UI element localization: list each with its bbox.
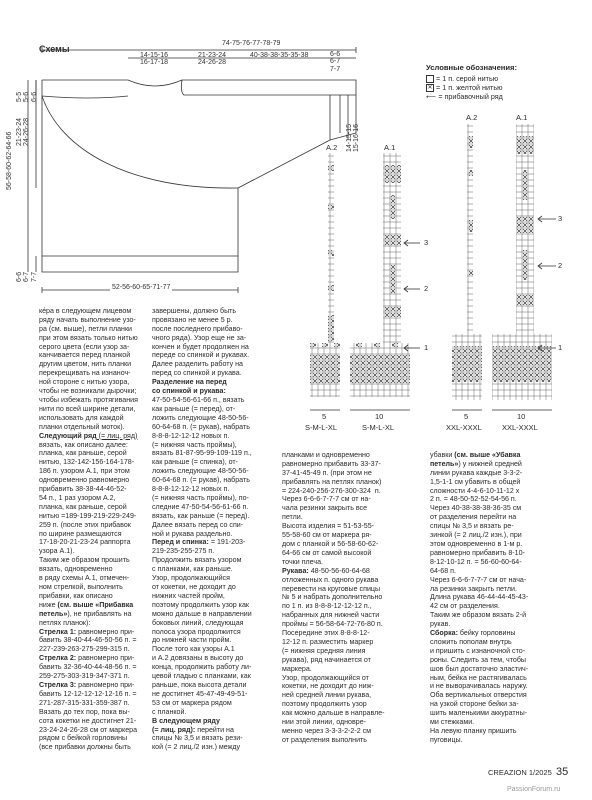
left-small-label: 5-5 5-6 6-6 [16,91,38,102]
legend-item-arrow: ⟵ = прибавочный ряд [426,92,503,101]
legend-title: Условные обозначения: [426,63,518,72]
left-five-label: 5 [322,412,327,421]
text-column-3: планками и одновременно равномерно прибавить 33-37- 37-41-45-49 п. (при этом не прибавлять на петлях планок) = 224-240-256-276-300-324 п. Через 6-6-6-7-7-7 см от на- чала резинки закрыть все петли. Высота изделия = 51-53-55- 55-58-60 см от маркера ря- дом с планкой и 56-58-60-62- 64-66 см от самой высокой точки плеча. Рукава: 48-50-56-60-64-68 отложенных п. одного рукава перевести на круговые спицы № 5 и набрать дополнительно по 1 п. из 8-8-8-12-12-12 п., набранных для нижней части проймы = 56-58-64-72-76-80 п. Посередине этих 8-8-8-12- 12-12 п. разместить маркер (= нижняя средняя линия рукава), ряд начинается от маркера. Узор, продолжающийся от кокетки, не доходит до ниж- ней средней линии рукава, поэтому продолжить узор как можно дальше в направле- нии этой линии, одновре- менно через 3-3-3-2-2-2 см от разделения выполнить [282,450,385,744]
arrow-left-icon: ⟵ [426,92,437,101]
legend-item-grey: = 1 п. серой нитью [426,74,498,83]
right-sizes-1: XXL-XXXL [446,423,482,432]
shoulder-right-label: 6-6 6-7 7-7 [330,51,341,73]
neck-right-label: 40-38-38-35-35-38 [250,52,309,59]
chart-left-a2-label: A.2 [326,143,338,152]
arrow-3-right-label: 3 [558,214,563,223]
left-ten-label: 10 [375,412,384,421]
chart-left-a1-label: A.1 [384,143,396,152]
left-sizes-1: S-M-L-XL [305,423,338,432]
magazine-name: CREAZION 1/2025 [488,768,552,777]
watermark-site: PassionForum.ru [507,786,561,793]
arrow-2-label: 2 [424,284,429,293]
left-vertical-label: 56-58-60-62-64-66 [6,131,13,190]
chart-right-a1-label: A.1 [516,113,528,122]
cross-square-icon: ✕ [427,85,433,92]
text-column-4: убавки (см. выше «Убавка петель») у нижней средней линии рукава каждые 3-3-2- 1,5-1-1 см убавить в общей сложности 4-4-6-10-11-12 х 2 п. = 48-50-52-52-54-56 п. Через 40-38-38-38-36-35 см от разделения перейти на спицы № 3,5 и вязать ре- зинкой (= 2 лиц./2 изн.), при этом одновременно в 1-м р. равномерно прибавить 8-10- 8-12-10-12 п. = 56-60-60-64- 64-68 п. Через 6-6-6-7-7-7 см от нача- ла резинки закрыть петли. Длина рукава 46-44-44-45-43- 42 см от разделения. Таким же образом вязать 2-й рукав. Сборка: бейку горловины сложить пополам внутрь и пришить с изнаночной сто- роны. Следить за тем, чтобы шов был достаточно эластич- ным, бейка не растягивалась и не выворачивалась наружу. Оба вертикальных отверстия на узкой стороне бейки за- шить маленькими аккуратны- ми стежками. На левую планку пришить пуговицы. [430,450,529,744]
text-column-1: кéра в следующем лицевом ряду начать выполнение узо- ра (см. выше), петли планки при этом вязать только нитью серого цвета (если узор за- канчивается перед планкой другим цветом, нить планки перекрещивать на изнаноч- ной стороне с нитью узора, чтобы не возникали дырочки; чтобы избежать протягивания нити по всей ширине детали, использовать для каждой планки отдельный моток). Следующий ряд (= лиц. ряд) вязать, как описано далее: планка, как раньше, серой нитью, 132-142-156-164-178- 186 п. узором А.1, при этом одновременно равномерно прибавить 38-38-44-46-52- 54 п., 1 раз узором А.2, планка, как раньше, серой нитью =189-199-219-229-249- 259 п. (после этих прибавок по ширине размещаются 17-18-20-21-23-24 раппорта узора А.1). Таким же образом прошить вязать, одновременно в ряду схемы А.1, отмечен- ном стрелкой, выполнить прибавки, как описано ниже (см. выше «Прибавка петель»), не прибавлять на петлях планок): Стрелка 1: равномерно при- бавить 38-40-44-46-50-56 п. = 227-239-263-275-299-315 п. Стрелка 2: равномерно при- бавить 32-36-40-44-48-56 п. = 259-275-303-319-347-371 п. Стрелка 3: равномерно при- бавить 12-12-12-12-12-16 п. = 271-287-315-331-359-387 п. Вязать до тех пор, пока вы- сота кокетки не достигнет 21- 23-24-24-26-28 см от маркера рядом с бейкой горловины (все прибавки должны быть [39,306,138,752]
arrow-1-right-label: 1 [558,343,563,352]
footer [488,766,568,778]
right-five-label: 5 [464,412,469,421]
left-mid-label: 21-23-24 24-26-28 [16,117,31,146]
schematics-title: Схемы [39,44,70,54]
bottom-width-label: 52-56-60-65-71-77 [112,284,171,291]
sleeve-vertical-label: 14-15-15 15-16-16 [346,123,361,152]
left-sizes-2: S-M-L-XL [362,423,395,432]
neck-mid-label: 21-23-24 24-26-28 [198,52,227,67]
right-sizes-2: XXL-XXXL [502,423,538,432]
top-width-label: 74-75-76-77-78-79 [222,40,281,47]
arrow-1-label: 1 [424,343,429,352]
right-ten-label: 10 [517,412,526,421]
arrow-3-label: 3 [424,238,429,247]
page-number: 35 [556,766,569,778]
arrow-2-right-label: 2 [558,261,563,270]
text-column-2: завершены, должно быть провязано не менее 5 р. после последнего прибаво- чного ряда). Узор еще не за- кончен и будет продолжен на переде со спинкой и рукавах. Далее разделить работу на перед со спинкой и рукава. Разделение на перед со спинкой и рукава: 47-50-54-56-61-66 п., вязать как раньше (= перед), от- ложить следующие 48-50-56- 60-64-68 п. (= рукав), набрать 8-8-8-12-12-12 новых п. (= нижняя часть проймы), вязать 81-87-95-99-109-119 п., как раньше (= спинка), от- ложить следующие 48-50-56- 60-64-68 п. (= рукав), набрать 8-8-8-12-12-12 новых п. (= нижняя часть проймы), по- следние 47-50-54-56-61-66 п. вязать, как раньше (= перед). Далее вязать перед со спи- ной и рукава раздельно. Перед и спинка: = 191-203- 219-235-255-275 п. Продолжить вязать узором с планками, как раньше. Узор, продолжающийся от кокетки, не доходит до нижних частей пройм, поэтому продолжить узор как можно дальше в направлении боковых линий, следующая полоса узора продолжится до нижней части пройм. После того как узоры А.1 и А.2 довязаны в высоту до конца, продолжить работу ли- цевой гладью с планками, как раньше, пока высота детали не достигнет 45-47-49-49-51- 53 см от маркера рядом с планкой. В следующем ряду (= лиц. ряд): перейти на спицы № 3,5 и вязать рези- кой (= 2 лиц./2 изн.) между [152,306,252,752]
left-bottom-label: 6-6 6-7 7-7 [16,271,38,282]
neck-left-label: 14-15-16 16-17-18 [140,52,169,67]
chart-right-a2-label: A.2 [466,113,478,122]
legend-item-yellow: ✕ = 1 п. желтой нитью [427,83,503,92]
